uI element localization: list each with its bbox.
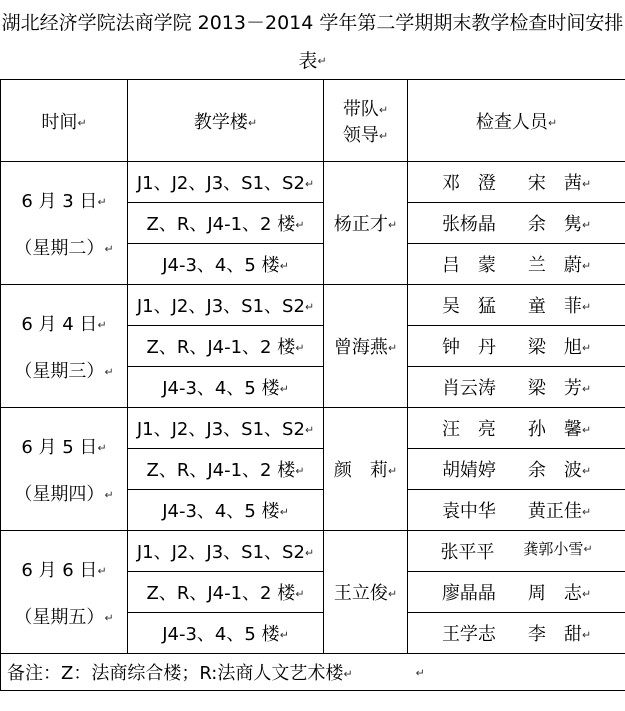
building-cell: Z、R、J4-1、2 楼↵ xyxy=(128,572,324,613)
date-cell: 6 月 3 日↵ （星期二）↵ xyxy=(1,162,128,285)
inspector-cell: 张平平 龚郭小雪↵ xyxy=(408,531,625,572)
table-row xyxy=(1,285,625,326)
inspector-cell: 袁中华 黄正佳↵ xyxy=(408,490,625,531)
inspector-cell: 汪 亮 孙 馨↵ xyxy=(408,408,625,449)
inspector-cell: 邓 澄 宋 茜↵ xyxy=(408,162,625,203)
schedule-table xyxy=(0,79,625,691)
date-cell: 6 月 5 日↵ （星期四）↵ xyxy=(1,408,128,531)
building-cell: J1、J2、J3、S1、S2↵ xyxy=(128,285,324,326)
title-line-1: 湖北经济学院法商学院 2013－2014 学年第二学期期末教学检查时间安排 xyxy=(1,12,624,34)
table-row xyxy=(1,162,625,203)
building-cell: J1、J2、J3、S1、S2↵ xyxy=(128,531,324,572)
header-time: 时间↵ xyxy=(1,80,128,162)
date-cell: 6 月 4 日↵ （星期三）↵ xyxy=(1,285,128,408)
header-inspectors: 检查人员↵ xyxy=(408,80,625,162)
leader-cell: 颜 莉↵ xyxy=(324,408,408,531)
inspector-cell: 肖云涛 梁 芳↵ xyxy=(408,367,625,408)
building-cell: J4-3、4、5 楼↵ xyxy=(128,367,324,408)
leader-cell: 曾海燕↵ xyxy=(324,285,408,408)
table-row xyxy=(1,531,625,572)
inspector-cell: 钟 丹 梁 旭↵ xyxy=(408,326,625,367)
building-cell: J4-3、4、5 楼↵ xyxy=(128,613,324,654)
leader-cell: 杨正才↵ xyxy=(324,162,408,285)
header-building: 教学楼↵ xyxy=(128,80,324,162)
building-cell: Z、R、J4-1、2 楼↵ xyxy=(128,326,324,367)
inspector-cell: 张杨晶 余 隽↵ xyxy=(408,203,625,244)
date-cell: 6 月 6 日↵ （星期五）↵ xyxy=(1,531,128,654)
building-cell: J4-3、4、5 楼↵ xyxy=(128,490,324,531)
inspector-cell: 吕 蒙 兰 蔚↵ xyxy=(408,244,625,285)
inspector-cell: 廖晶晶 周 志↵ xyxy=(408,572,625,613)
header-leader: 带队↵ 领导↵ xyxy=(324,80,408,162)
note-empty-cell: ↵ xyxy=(408,654,625,691)
building-cell: J1、J2、J3、S1、S2↵ xyxy=(128,162,324,203)
header-row xyxy=(1,80,625,162)
building-cell: J1、J2、J3、S1、S2↵ xyxy=(128,408,324,449)
document-title xyxy=(0,0,625,76)
note-row xyxy=(1,654,625,691)
leader-cell: 王立俊↵ xyxy=(324,531,408,654)
building-cell: J4-3、4、5 楼↵ xyxy=(128,244,324,285)
inspector-cell: 吴 猛 童 菲↵ xyxy=(408,285,625,326)
inspector-cell: 胡婧婷 余 波↵ xyxy=(408,449,625,490)
note-cell: 备注：Z：法商综合楼；R:法商人文艺术楼↵ xyxy=(1,654,408,691)
table-row xyxy=(1,408,625,449)
title-line-2: 表↵ xyxy=(298,50,327,72)
building-cell: Z、R、J4-1、2 楼↵ xyxy=(128,449,324,490)
inspector-cell: 王学志 李 甜↵ xyxy=(408,613,625,654)
building-cell: Z、R、J4-1、2 楼↵ xyxy=(128,203,324,244)
